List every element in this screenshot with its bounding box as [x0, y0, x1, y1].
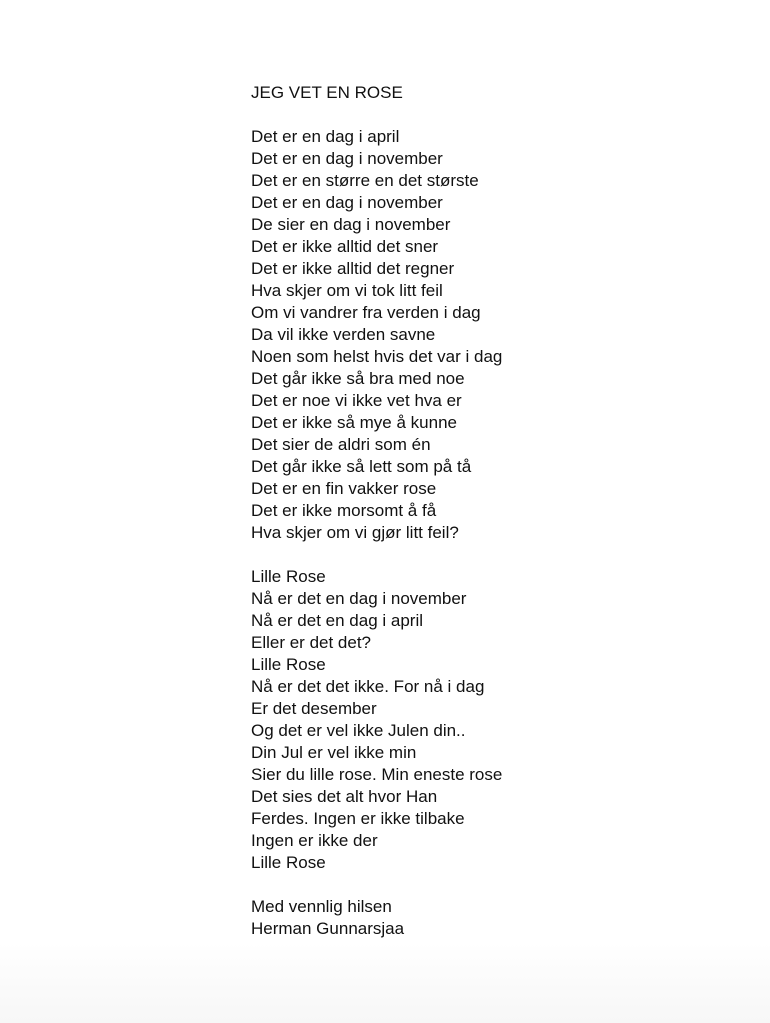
poem-line: Hva skjer om vi tok litt feil — [251, 281, 443, 300]
signoff — [251, 896, 751, 940]
poem-line: Er det desember — [251, 699, 377, 718]
poem-line: Ferdes. Ingen er ikke tilbake — [251, 809, 465, 828]
poem-line: Ingen er ikke der — [251, 831, 378, 850]
signoff-author: Herman Gunnarsjaa — [251, 919, 405, 938]
poem-line: Det er ikke morsomt å få — [251, 501, 437, 520]
stanza-1 — [251, 126, 751, 544]
poem-line: Og det er vel ikke Julen din.. — [251, 721, 466, 740]
poem-line: Om vi vandrer fra verden i dag — [251, 303, 481, 322]
poem-line: De sier en dag i november — [251, 215, 451, 234]
poem-line: Det er ikke så mye å kunne — [251, 413, 457, 432]
page-bottom-shade — [0, 943, 770, 1023]
poem-line: Det er en dag i november — [251, 193, 443, 212]
stanza-2 — [251, 566, 751, 874]
poem-line: Din Jul er vel ikke min — [251, 743, 417, 762]
poem-line: Noen som helst hvis det var i dag — [251, 347, 503, 366]
poem-line: Nå er det en dag i april — [251, 611, 423, 630]
poem-line: Det går ikke så bra med noe — [251, 369, 465, 388]
stanza-break — [251, 874, 751, 896]
poem-title: JEG VET EN ROSE — [251, 83, 403, 102]
poem-line: Det går ikke så lett som på tå — [251, 457, 472, 476]
poem-line: Lille Rose — [251, 567, 326, 586]
poem-line: Det sies det alt hvor Han — [251, 787, 438, 806]
poem-line: Nå er det det ikke. For nå i dag — [251, 677, 485, 696]
poem-line: Det er ikke alltid det sner — [251, 237, 439, 256]
poem-line: Lille Rose — [251, 853, 326, 872]
poem-line: Det sier de aldri som én — [251, 435, 431, 454]
poem-line: Lille Rose — [251, 655, 326, 674]
poem-line: Det er en dag i april — [251, 127, 400, 146]
poem-document — [251, 82, 751, 940]
stanza-break — [251, 544, 751, 566]
poem-line: Det er en dag i november — [251, 149, 443, 168]
poem-line: Da vil ikke verden savne — [251, 325, 436, 344]
poem-line: Det er en fin vakker rose — [251, 479, 437, 498]
poem-line: Det er ikke alltid det regner — [251, 259, 455, 278]
poem-line: Det er noe vi ikke vet hva er — [251, 391, 462, 410]
poem-line: Eller er det det? — [251, 633, 372, 652]
poem-line: Sier du lille rose. Min eneste rose — [251, 765, 503, 784]
poem-line: Nå er det en dag i november — [251, 589, 467, 608]
signoff-greeting: Med vennlig hilsen — [251, 897, 392, 916]
poem-line: Hva skjer om vi gjør litt feil? — [251, 523, 459, 542]
poem-line: Det er en større en det største — [251, 171, 479, 190]
